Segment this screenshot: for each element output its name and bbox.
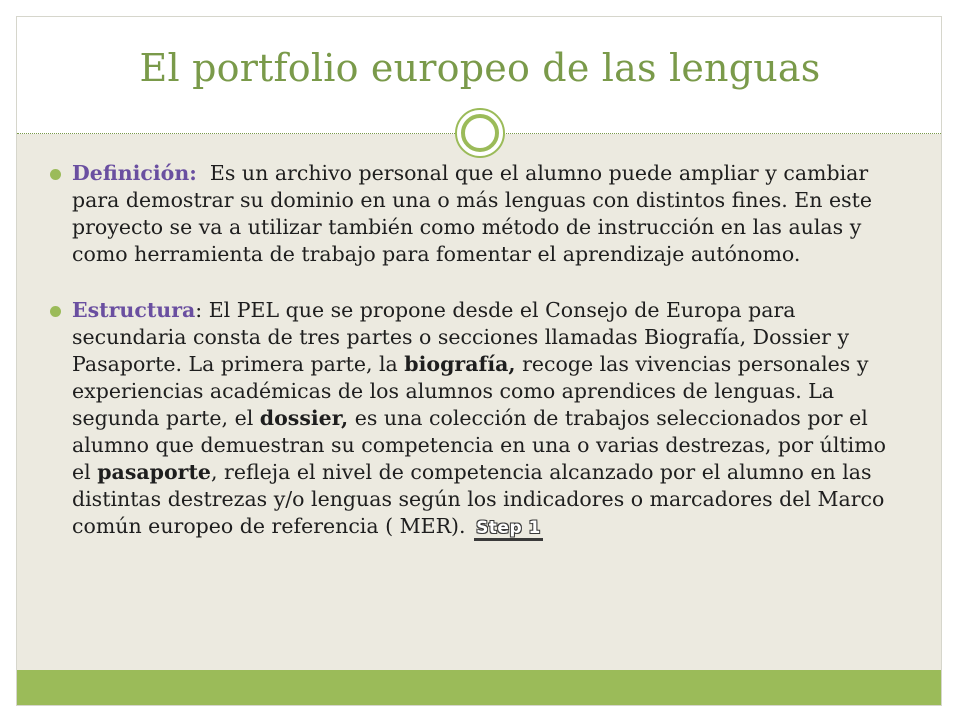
estructura-text-4: , refleja el nivel de competencia alcanzado por el alumno en las distintas destrezas y/o lenguas según los indicadores o marcadores del Marco común europeo de referencia ( MER). bbox=[72, 460, 885, 538]
term-pasaporte: pasaporte bbox=[97, 460, 211, 484]
term-biografia: biografía, bbox=[404, 352, 516, 376]
slide-body bbox=[50, 160, 910, 541]
term-dossier: dossier, bbox=[259, 406, 349, 430]
definicion-text: Es un archivo personal que el alumno puede ampliar y cambiar para demostrar su dominio en una o más lenguas con distintos fines. En este proyecto se va a utilizar también como método de instrucción en las aulas y como herramienta de trabajo para fomentar el aprendizaje autónomo. bbox=[72, 161, 872, 266]
estructura-text-3: es una colección de trabajos seleccionados por el alumno que demuestran su competencia en una o varias destrezas, por último el bbox=[72, 406, 886, 484]
keyword-definicion: Definición: bbox=[72, 161, 197, 185]
estructura-text-2: recoge las vivencias personales y experiencias académicas de los alumnos como aprendices de lenguas. La segunda parte, el bbox=[72, 352, 869, 430]
step-1-button[interactable]: Step 1 bbox=[474, 518, 543, 541]
bullet-dot-icon bbox=[50, 169, 61, 180]
estructura-text-1: : El PEL que se propone desde el Consejo de Europa para secundaria consta de tres partes o secciones llamadas Biografía, Dossier y Pasaporte. La primera parte, la bbox=[72, 298, 850, 376]
bullet-estructura bbox=[50, 297, 910, 541]
circle-ornament-inner-icon bbox=[461, 114, 499, 152]
bullet-definicion bbox=[50, 160, 910, 268]
bullet-dot-icon bbox=[50, 306, 61, 317]
footer-bar bbox=[17, 670, 941, 705]
page-title: El portfolio europeo de las lenguas bbox=[139, 46, 821, 90]
keyword-estructura: Estructura bbox=[72, 298, 196, 322]
